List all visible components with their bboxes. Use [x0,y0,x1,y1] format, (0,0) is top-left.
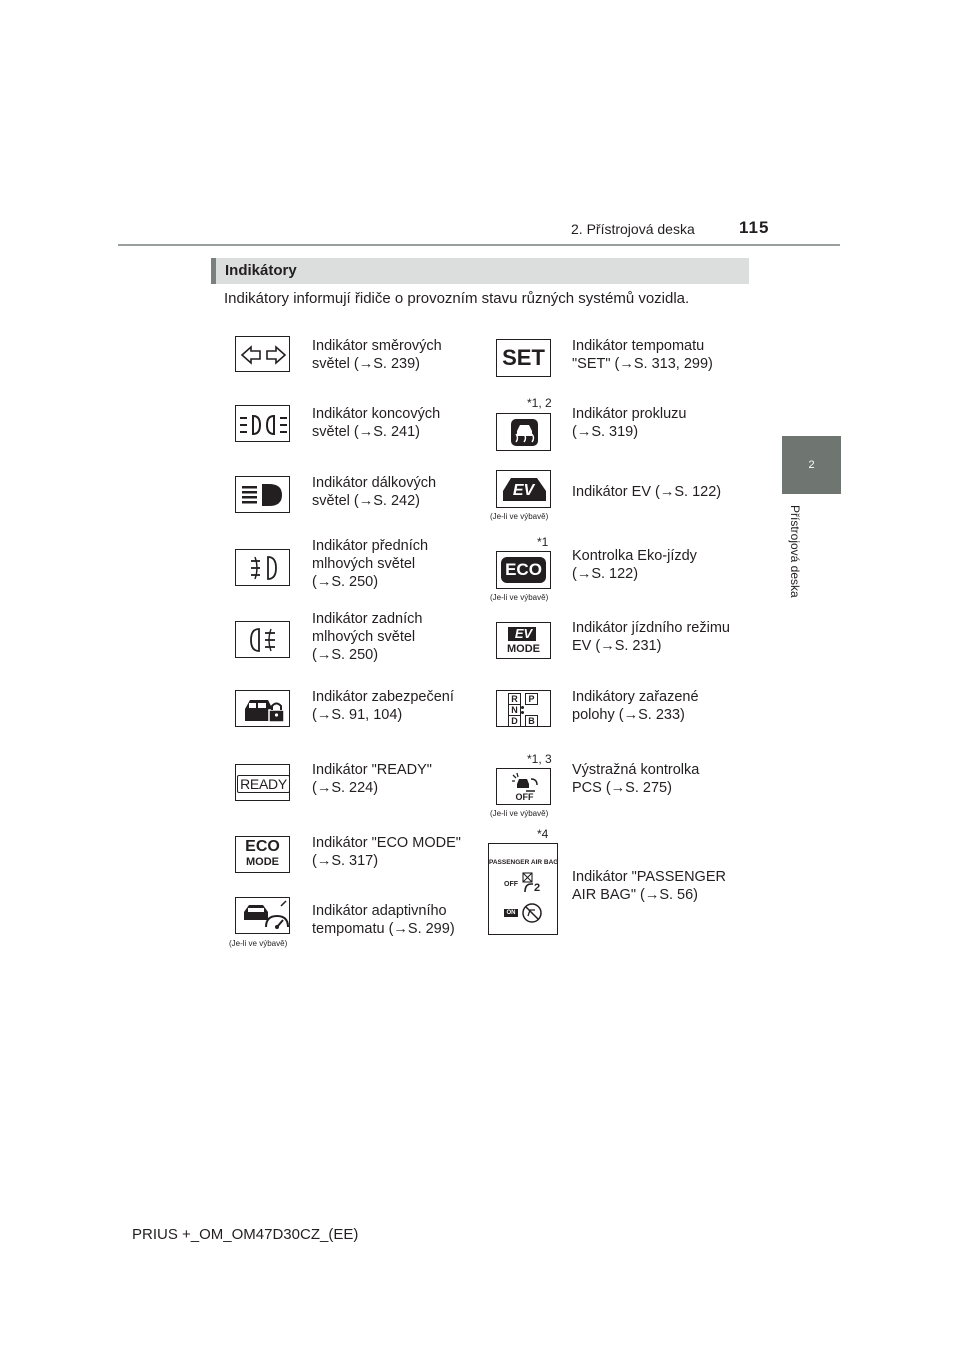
shift-b: B [525,715,538,727]
eco-drive-icon [496,551,551,589]
eco-mode-icon-text-eco: ECO [245,838,280,855]
ev-icon-text: EV [512,482,535,499]
ev-mode-icon-text-mode: MODE [507,643,540,655]
pcs-description: Výstražná kontrolka PCS (→S. 275) [572,762,700,796]
adaptive-cruise-icon [235,897,290,934]
footer-code: PRIUS +_OM_OM47D30CZ_(EE) [132,1226,359,1243]
intro-text: Indikátory informují řidiče o provozním stavu různých systémů vozidla. [224,290,690,307]
availability-note: (Je-li ve výbavě) [490,809,549,818]
slip-description: Indikátor prokluzu (→S. 319) [572,406,687,440]
eco-drive-icon-text: ECO [505,560,542,579]
section-heading: Indikátory [225,262,297,279]
chapter-label: Přístrojová deska [788,505,802,598]
rear-fog-description: Indikátor zadních mlhových světel (→S. 250) [312,611,423,663]
shift-position-icon [496,690,551,727]
turn-signal-description: Indikátor směrových světel (→S. 239) [312,338,442,372]
high-beam-icon [235,476,290,513]
ev-mode-icon-text-ev: EV [514,626,533,641]
ev-mode-icon [496,622,551,659]
pcs-icon [496,768,551,805]
slip-footnote: *1, 2 [527,396,552,410]
eco-mode-description: Indikátor "ECO MODE" (→S. 317) [312,835,461,869]
rear-fog-icon [235,621,290,658]
shift-p: P [525,693,538,705]
eco-drive-footnote: *1 [537,535,549,549]
ev-mode-description: Indikátor jízdního režimu EV (→S. 231) [572,620,730,654]
pcs-icon-text: OFF [515,792,534,802]
passenger-airbag-icon [488,843,558,935]
airbag-label: PASSENGER AIR BAG [489,859,559,866]
shift-r: R [508,693,521,705]
security-description: Indikátor zabezpečení (→S. 91, 104) [312,689,454,723]
tail-light-icon [235,405,290,442]
slip-icon [496,413,551,451]
ready-icon-text: READY [237,775,290,793]
pcs-footnote: *1, 3 [527,752,552,766]
header-rule [118,244,840,246]
eco-mode-icon-text-mode: MODE [246,856,279,868]
availability-note: (Je-li ve výbavě) [490,593,549,602]
airbag-footnote: *4 [537,827,549,841]
front-fog-icon [235,549,290,586]
front-fog-description: Indikátor předních mlhových světel (→S. 250) [312,538,429,590]
shift-position-description: Indikátory zařazené polohy (→S. 233) [572,689,699,723]
ready-description: Indikátor "READY" (→S. 224) [312,762,432,796]
tail-light-description: Indikátor koncových světel (→S. 241) [312,406,441,440]
high-beam-description: Indikátor dálkových světel (→S. 242) [312,475,437,509]
shift-n: N [508,704,521,716]
eco-drive-description: Kontrolka Eko-jízdy (→S. 122) [572,548,697,582]
chapter-tab [782,436,841,494]
ev-description: Indikátor EV (→S. 122) [572,484,722,500]
chapter-number: 2 [808,459,815,471]
shift-d: D [508,715,521,727]
security-icon [235,690,290,727]
turn-signal-icon [235,336,290,372]
availability-note: (Je-li ve výbavě) [490,512,549,521]
airbag-on-label: ON [506,910,516,916]
adaptive-cruise-description: Indikátor adaptivního tempomatu (→S. 299) [312,903,455,937]
airbag-seat-number: 2 [534,882,541,894]
airbag-description: Indikátor "PASSENGER AIR BAG" (→S. 56) [572,869,726,903]
availability-note: (Je-li ve výbavě) [229,939,288,948]
set-icon [496,339,551,377]
ev-icon [496,470,551,508]
ready-icon [235,764,290,801]
set-description: Indikátor tempomatu "SET" (→S. 313, 299) [572,338,713,372]
set-icon-text: SET [502,345,545,370]
page-number: 115 [739,218,770,237]
section-title: 2. Přístrojová deska [571,221,695,237]
eco-mode-icon [235,836,290,873]
airbag-off-label: OFF [504,881,518,888]
